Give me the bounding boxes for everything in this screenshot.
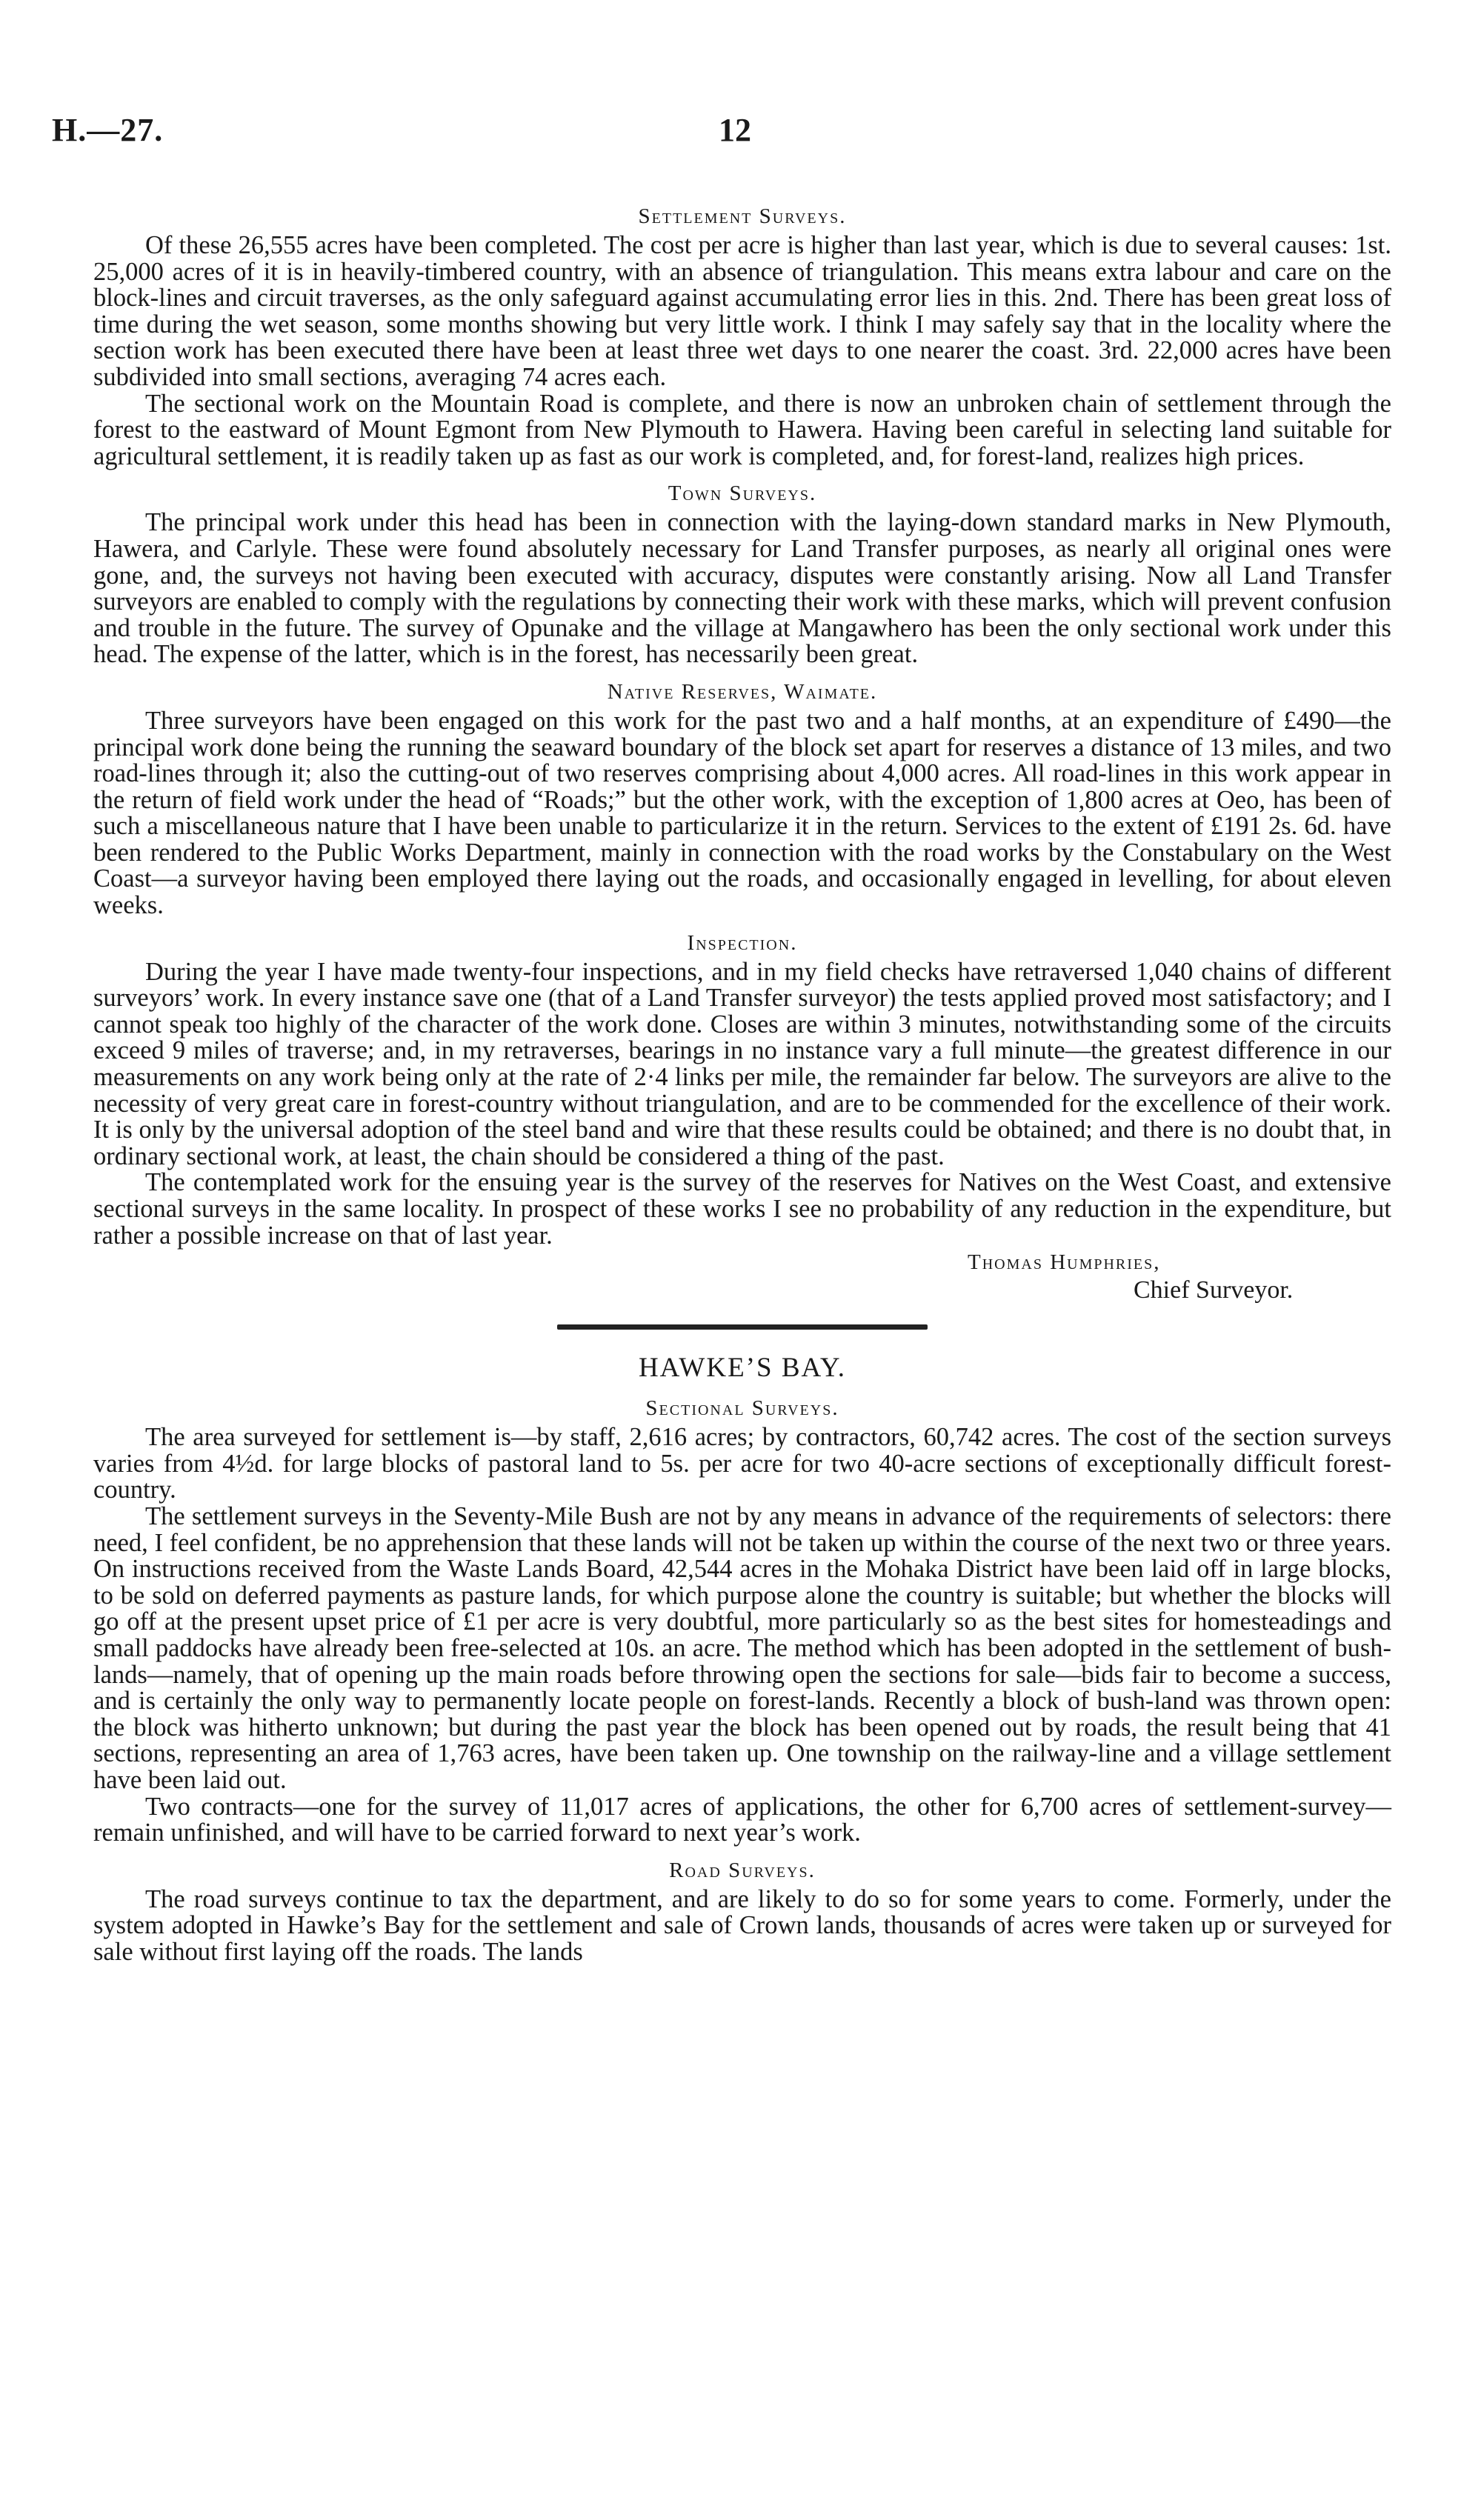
paragraph: Three surveyors have been engaged on this work for the past two and a half months, at an expenditure of £490—the principal work done being the running the seaward boundary of the block set apart for reserves a distance of 13 miles, and two road-lines through it; also the cutting-out of two reserves comprising about 4,000 acres. All road-lines in this work appear in the return of field work under the head of “Roads;” but the other work, with the exception of 1,800 acres at Oeo, has been of such a miscellaneous nature that I have been unable to particularize it in the return. Services to the extent of £191 2s. 6d. have been rendered to the Public Works Department, mainly in connection with the road works by the Constabulary on the West Coast—a surveyor having been employed there laying out the roads, and occasionally engaged in levelling, for about eleven weeks. bbox=[93, 706, 1391, 920]
section-heading: Town Surveys. bbox=[668, 481, 817, 506]
signatory-name: Thomas Humphries, bbox=[968, 1250, 1161, 1275]
main-content bbox=[93, 193, 1391, 1965]
paragraph: The area surveyed for settlement is—by staff, 2,616 acres; by contractors, 60,742 acres. The cost of the section surveys varies from 4½d. for large blocks of pastoral land to 5s. per acre for two 40-acre sections of exceptionally difficult forest-country. bbox=[93, 1423, 1391, 1504]
signatory-title: Chief Surveyor. bbox=[1134, 1276, 1294, 1304]
paragraph: The sectional work on the Mountain Road is complete, and there is now an unbroken chain of settlement through the forest to the eastward of Mount Egmont from New Plymouth to Hawera. Having been careful in selecting land suitable for agricultural settlement, it is readily taken up as fast as our work is completed, and, for forest-land, realizes high prices. bbox=[93, 389, 1391, 470]
section-heading: Inspection. bbox=[687, 930, 798, 955]
section-sectional-surveys bbox=[93, 1395, 1391, 1847]
section-inspection bbox=[93, 930, 1391, 1250]
paragraph: During the year I have made twenty-four inspections, and in my field checks have retraversed 1,040 chains of different surveyors’ work. In every instance save one (that of a Land Transfer surveyor) the tests applied proved most satisfactory; and I cannot speak too highly of the character of the work done. Closes are within 3 minutes, notwithstanding some of the circuits exceed 9 miles of traverse; and, in my retraverses, bearings in no instance vary a full minute—the greatest difference in our measurements on any work being only at the rate of 2·4 links per mile, the remainder far below. The surveyors are alive to the necessity of very great care in forest-country without triangulation, and are to be commended for the excellence of their work. It is only by the universal adoption of the steel band and wire that these results could be obtained; and there is no doubt that, in ordinary sectional work, at least, the chain should be considered a thing of the past. bbox=[93, 957, 1391, 1170]
section-town-surveys bbox=[93, 480, 1391, 668]
signature-block bbox=[93, 1249, 1391, 1305]
section-heading: Native Reserves, Waimate. bbox=[607, 679, 878, 704]
paragraph: Of these 26,555 acres have been completed. The cost per acre is higher than last year, which is due to several causes: 1st. 25,000 acres of it is in heavily-timbered country, with an absence of triangulation. This means extra labour and care on the block-lines and circuit traverses, as the only safeguard against accumulating error lies in this. 2nd. There has been great loss of time during the wet season, some months showing but very little work. I think I may safely say that in the locality where the section work has been executed there have been at least three wet days to one nearer the coast. 3rd. 22,000 acres have been subdivided into small sections, averaging 74 acres each. bbox=[93, 231, 1391, 391]
paragraph: The road surveys continue to tax the department, and are likely to do so for some years to come. Formerly, under the system adopted in Hawke’s Bay for the settlement and sale of Crown lands, thousands of acres were taken up or surveyed for sale without first laying off the roads. The lands bbox=[93, 1884, 1391, 1966]
section-heading: Settlement Surveys. bbox=[638, 204, 847, 228]
section-native-reserves bbox=[93, 679, 1391, 919]
section-divider-rule bbox=[557, 1324, 928, 1330]
district-title: HAWKE’S BAY. bbox=[638, 1353, 847, 1384]
section-heading: Road Surveys. bbox=[669, 1858, 816, 1882]
paragraph: The contemplated work for the ensuing year is the survey of the reserves for Natives on the West Coast, and extensive sectional surveys in the same locality. In prospect of these works I see no probability of any reduction in the expenditure, but rather a possible increase on that of last year. bbox=[93, 1168, 1391, 1250]
paragraph: The principal work under this head has been in connection with the laying-down standard marks in New Plymouth, Hawera, and Carlyle. These were found absolutely necessary for Land Transfer purposes, as nearly all original ones were gone, and, the surveys not having been executed with accuracy, disputes were constantly arising. Now all Land Transfer surveyors are enabled to comply with the regulations by connecting their work with these marks, which will prevent confusion and trouble in the future. The survey of Opunake and the village at Mangawhero has been the only sectional work under this head. The expense of the latter, which is in the forest, has necessarily been great. bbox=[93, 508, 1391, 669]
section-heading: Sectional Surveys. bbox=[645, 1396, 839, 1421]
section-road-surveys bbox=[93, 1857, 1391, 1966]
section-settlement-surveys bbox=[93, 203, 1391, 470]
paragraph: The settlement surveys in the Seventy-Mile Bush are not by any means in advance of the requirements of selectors: there need, I feel confident, be no apprehension that these lands will not be taken up within the course of the next two or three years. On instructions received from the Waste Lands Board, 42,544 acres in the Mohaka District have been laid off in large blocks, to be sold on deferred payments as pasture lands, for which purpose alone the country is suitable; but whether the blocks will go off at the present upset price of £1 per acre is very doubtful, more particularly so as the best sites for homesteadings and small paddocks have already been free-selected at 10s. an acre. The method which has been adopted in the settlement of bush-lands—namely, that of opening up the main roads before throwing open the sections for sale—bids fair to become a success, and is certainly the only way to permanently locate people on forest-lands. Recently a block of bush-land was thrown open: the block was hitherto unknown; but during the past year the block has been opened out by roads, the result being that 41 sections, representing an area of 1,763 acres, have been taken up. One township on the railway-line and a village settlement have been laid out. bbox=[93, 1501, 1391, 1794]
paragraph: Two contracts—one for the survey of 11,017 acres of applications, the other for 6,700 acres of settlement-survey—remain unfinished, and will have to be carried forward to next year’s work. bbox=[93, 1792, 1391, 1847]
page-number: 12 bbox=[719, 112, 751, 148]
running-header bbox=[52, 111, 1415, 156]
document-code: H.—27. bbox=[52, 112, 164, 148]
